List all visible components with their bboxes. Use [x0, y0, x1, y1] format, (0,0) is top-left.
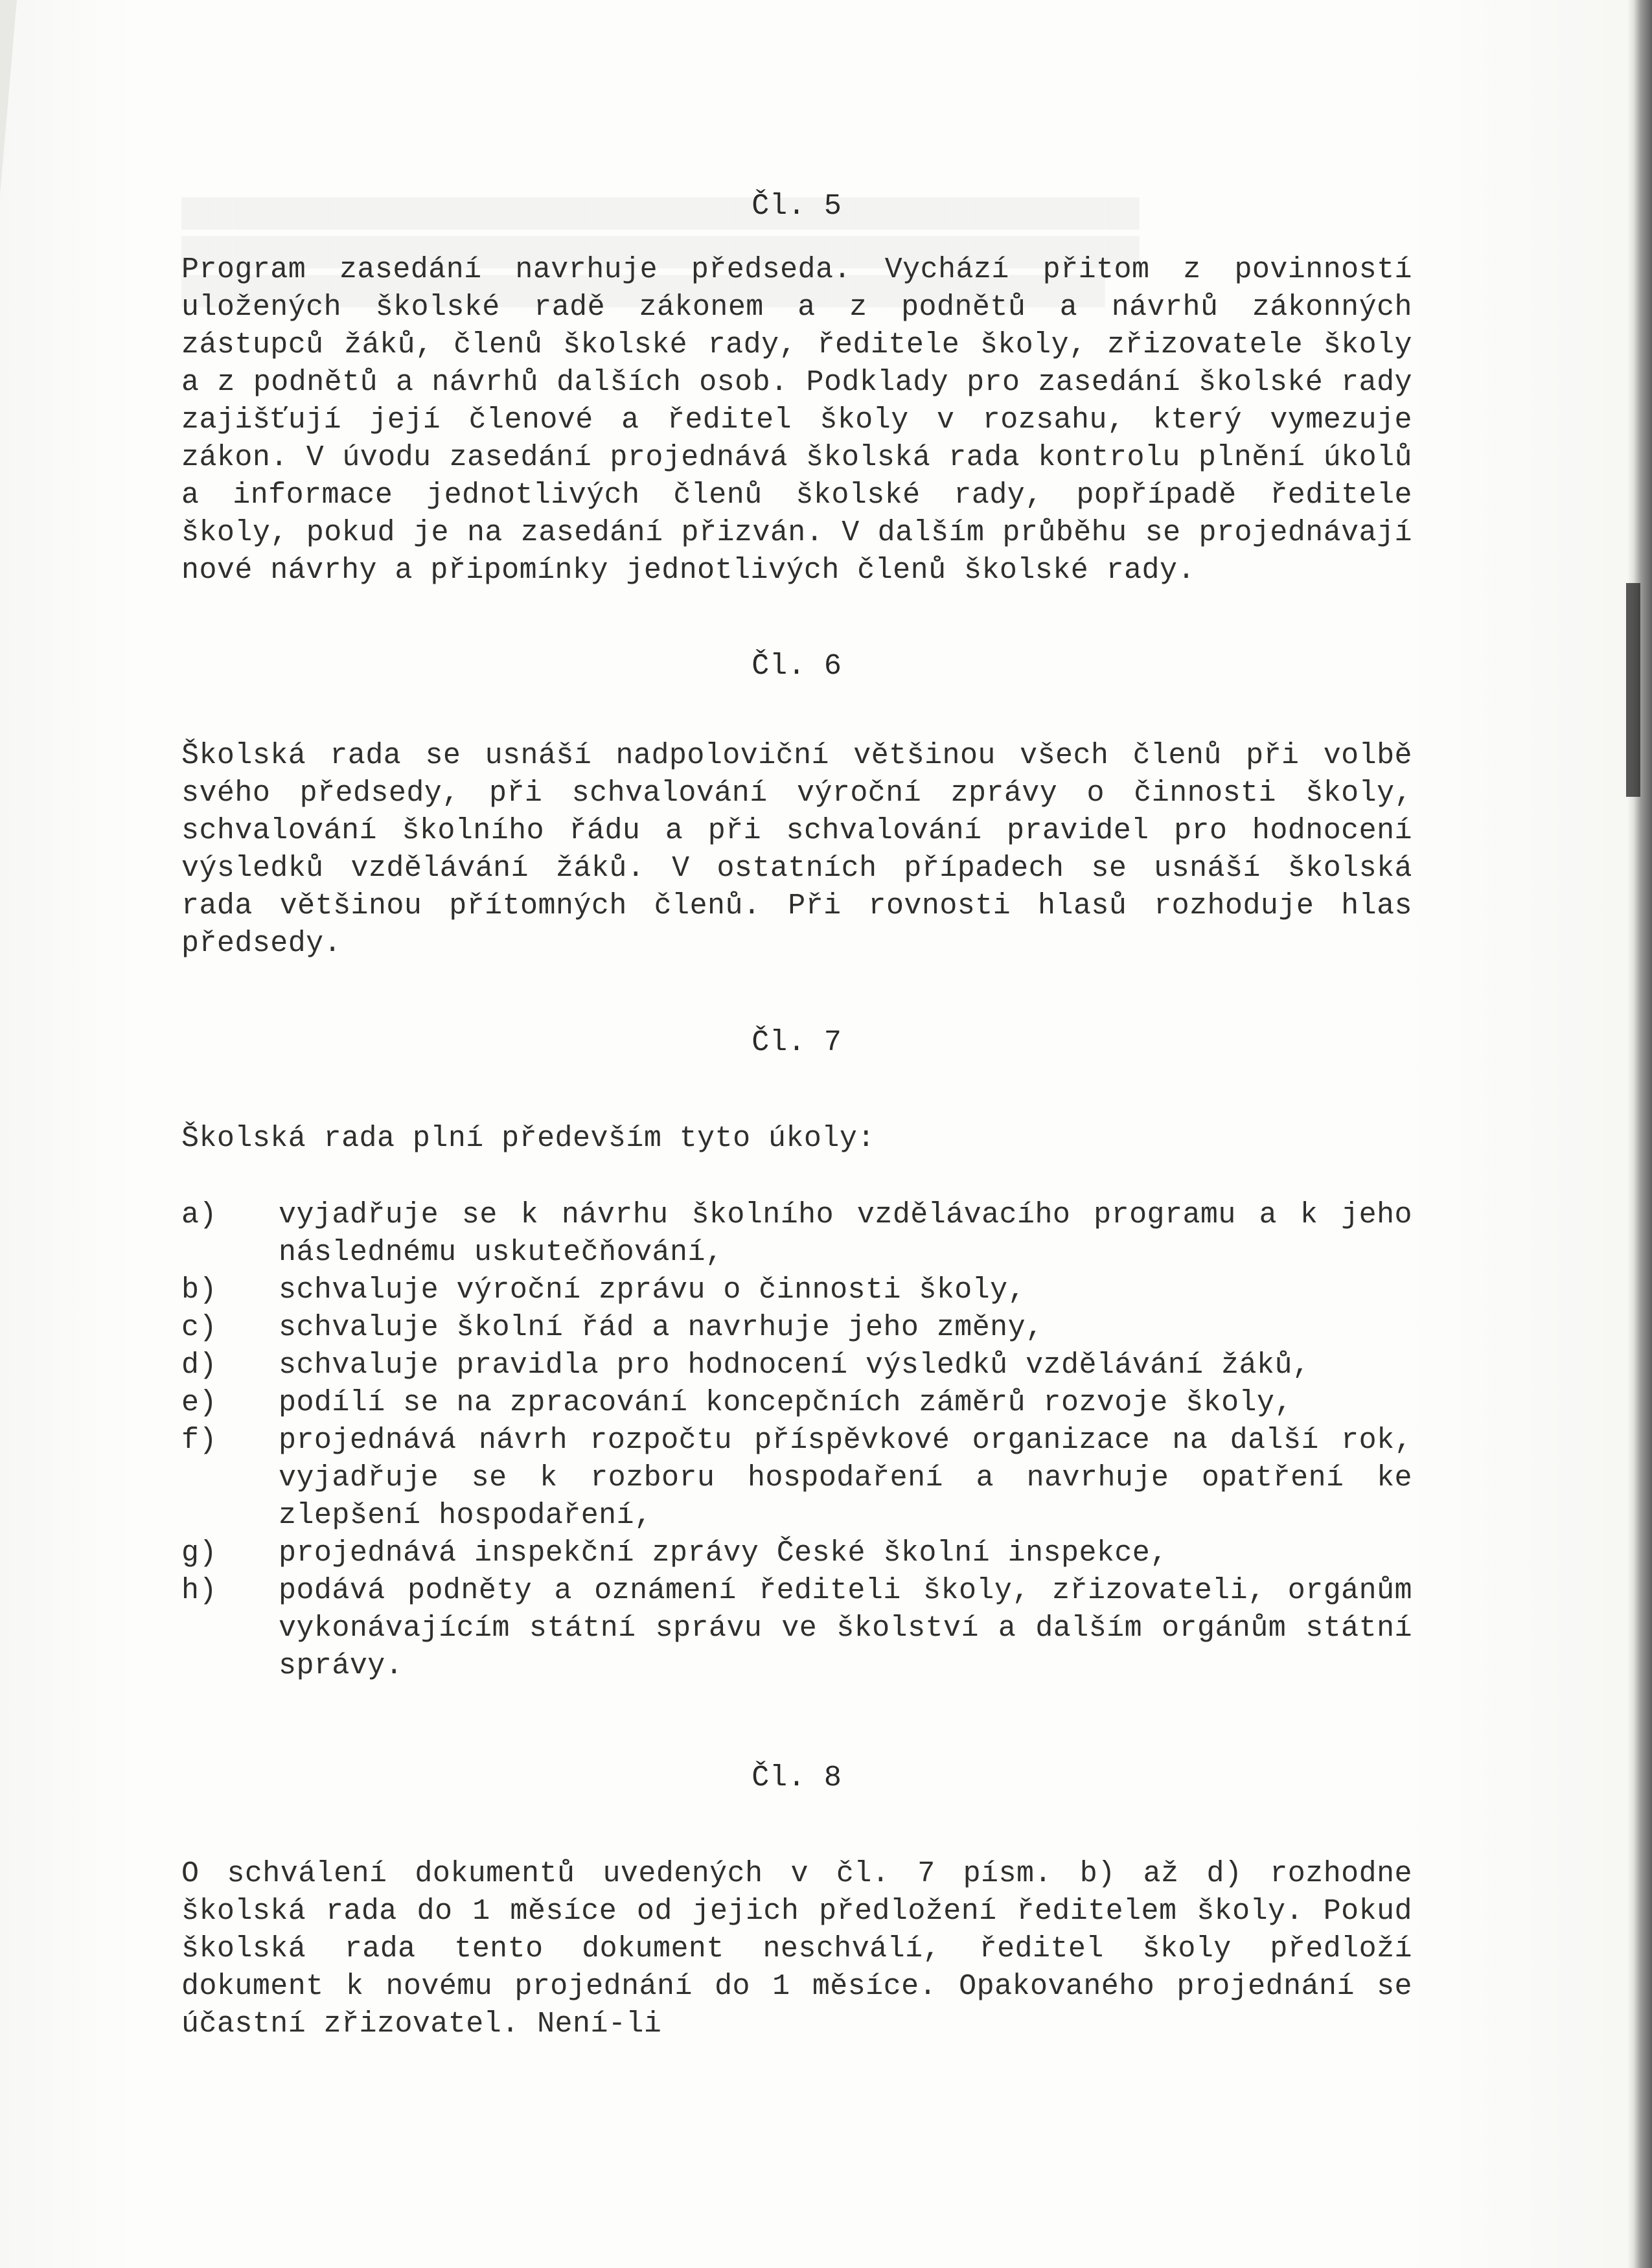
article-8-paragraph: O schválení dokumentů uvedených v čl. 7 písm. b) až d) rozhodne školská rada do 1 měsíce od jejich předložení ředitelem školy. Pokud školská rada tento dokument neschválí, ředitel školy předloží dokument k novému projednání do 1 měsíce. Opakovaného projednání se účastní zřizovatel. Není-li	[181, 1857, 1412, 2041]
article-7	[181, 1024, 1412, 1685]
list-marker: b)	[181, 1274, 217, 1307]
list-marker: h)	[181, 1574, 217, 1607]
list-item-text: schvaluje pravidla pro hodnocení výsledků vzdělávání žáků,	[279, 1349, 1311, 1382]
article-7-intro: Školská rada plní především tyto úkoly:	[181, 1122, 875, 1155]
list-item-text: schvaluje výroční zprávu o činnosti školy,	[279, 1274, 1026, 1307]
article-8	[181, 1759, 1412, 2043]
list-item	[181, 1535, 1412, 1572]
list-item	[181, 1384, 1412, 1422]
article-5-heading: Čl. 5	[751, 190, 842, 223]
list-marker: c)	[181, 1311, 217, 1344]
article-8-heading: Čl. 8	[751, 1761, 842, 1794]
document-content	[181, 188, 1412, 2043]
list-item	[181, 1572, 1412, 1685]
list-marker: e)	[181, 1386, 217, 1419]
article-6	[181, 648, 1412, 963]
article-7-heading: Čl. 7	[751, 1026, 842, 1059]
list-marker: g)	[181, 1537, 217, 1570]
binding-edge-shadow	[1627, 0, 1652, 2268]
page-fold-corner	[0, 0, 17, 194]
list-item	[181, 1197, 1412, 1272]
list-item	[181, 1422, 1412, 1535]
list-item-text: podává podněty a oznámení řediteli školy, zřizovateli, orgánům vykonávajícím státní správu ve školství a dalším orgánům státní správy.	[279, 1574, 1412, 1682]
article-5-paragraph: Program zasedání navrhuje předseda. Vychází přitom z povinností uložených školské radě zákonem a z podnětů a návrhů zákonných zástupců žáků, členů školské rady, ředitele školy, zřizovatele školy a z podnětů a návrhů dalších osob. Podklady pro zasedání školské rady zajišťují její členové a ředitel školy v rozsahu, který vymezuje zákon. V úvodu zasedání projednává školská rada kontrolu plnění úkolů a informace jednotlivých členů školské rady, popřípadě ředitele školy, pokud je na zasedání přizván. V dalším průběhu se projednávají nové návrhy a připomínky jednotlivých členů školské rady.	[181, 253, 1412, 587]
article-6-heading: Čl. 6	[751, 650, 842, 683]
article-5	[181, 188, 1412, 590]
list-item	[181, 1347, 1412, 1384]
binding-dark-mark	[1626, 583, 1640, 797]
list-item-text: podílí se na zpracování koncepčních záměrů rozvoje školy,	[279, 1386, 1292, 1419]
list-item-text: vyjadřuje se k návrhu školního vzdělávacího programu a k jeho následnému uskutečňování,	[279, 1198, 1412, 1269]
task-list	[181, 1197, 1412, 1685]
list-item-text: projednává inspekční zprávy České školní inspekce,	[279, 1537, 1168, 1570]
list-item	[181, 1309, 1412, 1347]
list-item-text: projednává návrh rozpočtu příspěvkové organizace na další rok, vyjadřuje se k rozboru hospodaření a navrhuje opatření ke zlepšení hospodaření,	[279, 1424, 1412, 1532]
list-marker: f)	[181, 1424, 217, 1457]
article-6-paragraph: Školská rada se usnáší nadpoloviční většinou všech členů při volbě svého předsedy, při schvalování výroční zprávy o činnosti školy, schvalování školního řádu a při schvalování pravidel pro hodnocení výsledků vzdělávání žáků. V ostatních případech se usnáší školská rada většinou přítomných členů. Při rovnosti hlasů rozhoduje hlas předsedy.	[181, 739, 1412, 960]
list-marker: d)	[181, 1349, 217, 1382]
list-item	[181, 1272, 1412, 1309]
list-item-text: schvaluje školní řád a navrhuje jeho změny,	[279, 1311, 1044, 1344]
list-marker: a)	[181, 1198, 217, 1231]
